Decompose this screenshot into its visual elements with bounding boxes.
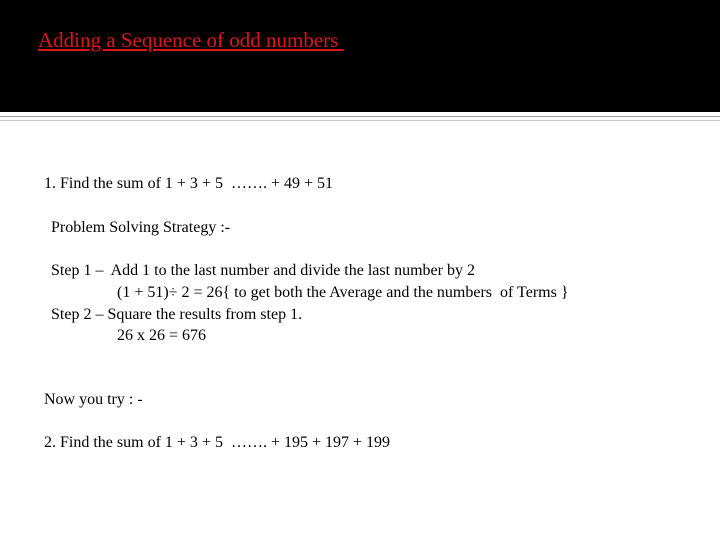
slide-title: Adding a Sequence of odd numbers (38, 28, 344, 52)
header-divider-outer (0, 116, 720, 117)
slide-header (0, 0, 720, 112)
problem-1-text: 1. Find the sum of 1 + 3 + 5 ……. + 49 + 51 (44, 175, 333, 192)
header-divider-inner (0, 120, 720, 121)
step-1-detail: (1 + 51)÷ 2 = 26{ to get both the Average and the numbers of Terms } (117, 284, 569, 301)
step-1-text: Step 1 – Add 1 to the last number and divide the last number by 2 (51, 262, 475, 279)
step-2-detail: 26 x 26 = 676 (117, 327, 207, 344)
step-2-text: Step 2 – Square the results from step 1. (51, 306, 303, 323)
strategy-heading: Problem Solving Strategy :- (51, 219, 231, 236)
problem-2-text: 2. Find the sum of 1 + 3 + 5 ……. + 195 + 197 + 199 (44, 434, 391, 451)
try-prompt: Now you try : - (44, 391, 143, 408)
